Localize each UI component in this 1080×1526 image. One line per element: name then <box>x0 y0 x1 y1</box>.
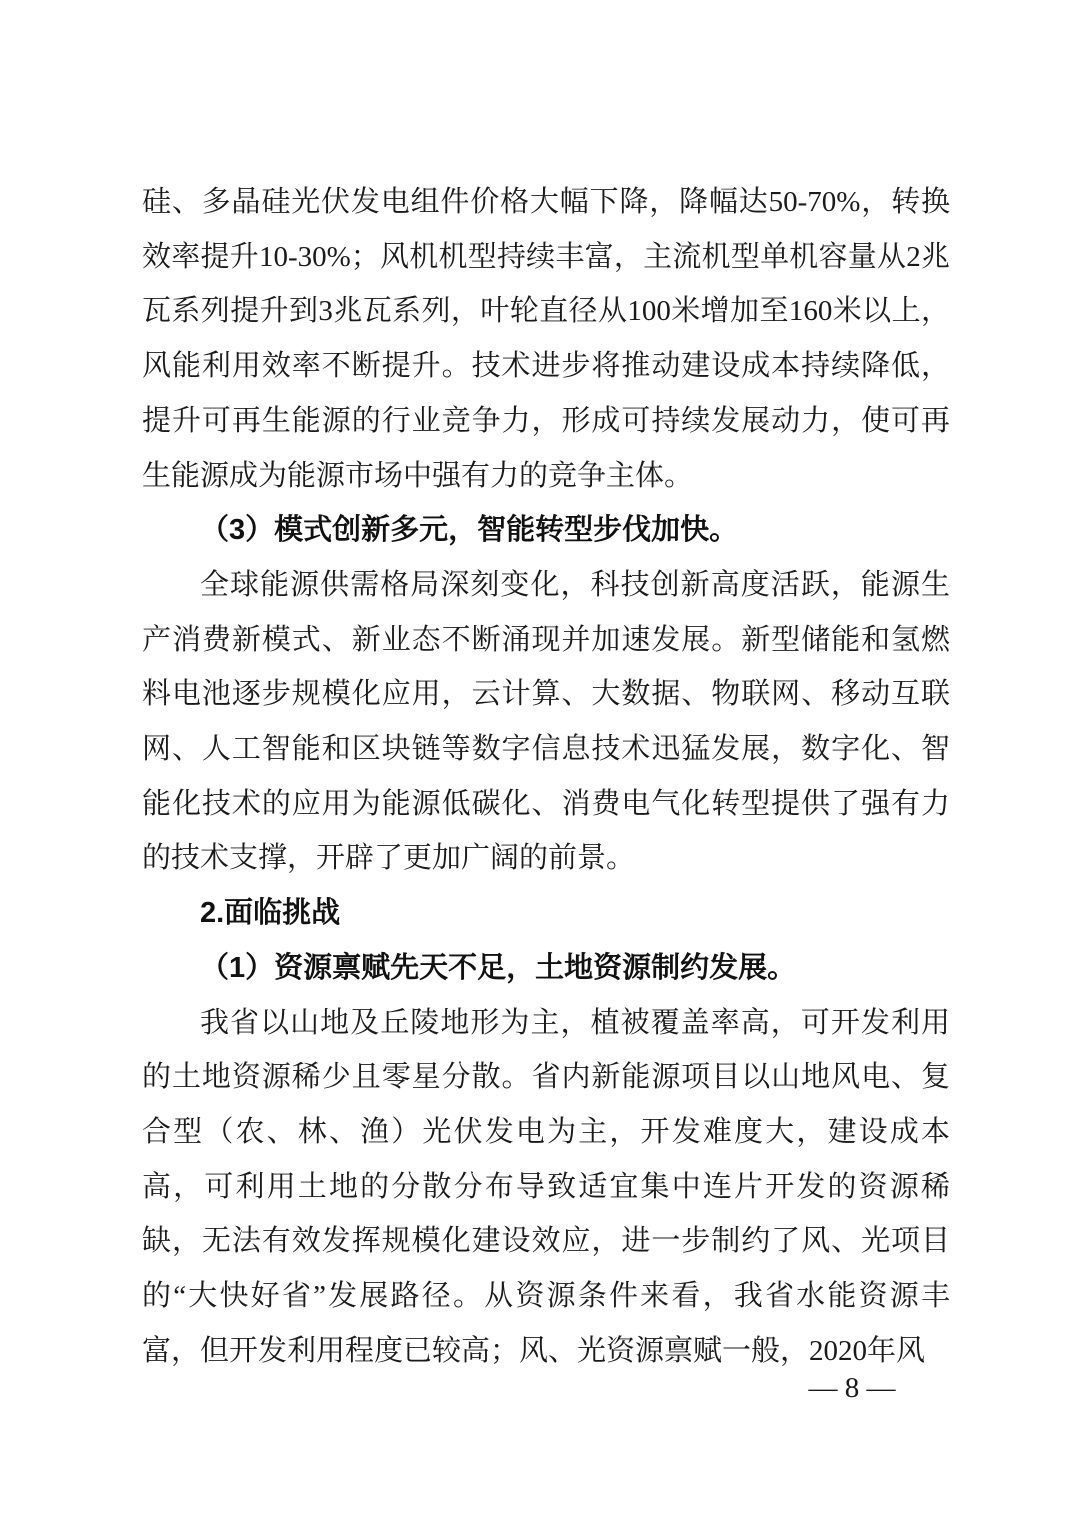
subsection-heading-3-innovation: （3）模式创新多元，智能转型步伐加快。 <box>200 514 739 547</box>
page-body <box>142 175 950 1378</box>
paragraph-resource-endowment-body: 我省以山地及丘陵地形为主，植被覆盖率高，可开发利用的土地资源稀少且零星分散。省内新能源项目以山地风电、复合型（农、林、渔）光伏发电为主，开发难度大，建设成本高，可利用土地的分散分布导致适宜集中连片开发的资源稀缺，无法有效发挥规模化建设效应，进一步制约了风、光项目的“大快好省”发展路径。从资源条件来看，我省水能资源丰富，但开发利用程度已较高；风、光资源禀赋一般，2020年风 <box>142 1006 950 1367</box>
paragraph-continued-from-previous-page: 硅、多晶硅光伏发电组件价格大幅下降，降幅达50-70%，转换效率提升10-30%；风机机型持续丰富，主流机型单机容量从2兆瓦系列提升到3兆瓦系列，叶轮直径从100米增加至160米以上，风能利用效率不断提升。技术进步将推动建设成本持续降低，提升可再生能源的行业竞争力，形成可持续发展动力，使可再生能源成为能源市场中强有力的竞争主体。 <box>142 186 950 492</box>
paragraph-innovation-body: 全球能源供需格局深刻变化，科技创新高度活跃，能源生产消费新模式、新业态不断涌现并加速发展。新型储能和氢燃料电池逐步规模化应用，云计算、大数据、物联网、移动互联网、人工智能和区块链等数字信息技术迅猛发展，数字化、智能化技术的应用为能源低碳化、消费电气化转型提供了强有力的技术支撑，开辟了更加广阔的前景。 <box>142 568 950 875</box>
subsection-heading-1-resource-endowment: （1）资源禀赋先天不足，土地资源制约发展。 <box>200 951 797 984</box>
section-heading-2-challenges: 2.面临挑战 <box>200 897 341 930</box>
page-number: — 8 — <box>808 1372 896 1404</box>
